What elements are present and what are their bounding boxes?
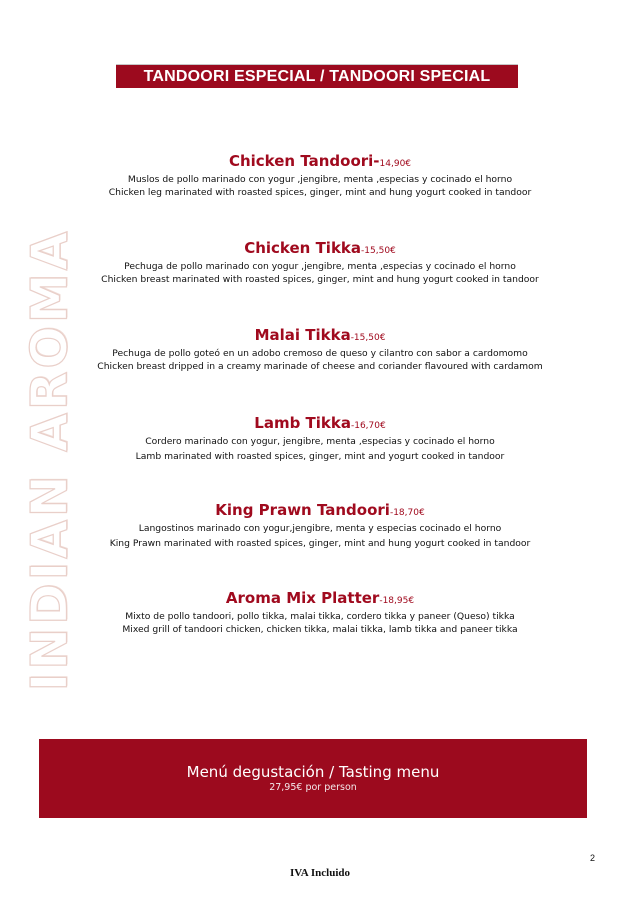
item-title: Lamb Tikka-16,70€ — [254, 414, 386, 432]
menu-item-king-prawn-tandoori — [80, 501, 560, 550]
item-description-es: Muslos de pollo marinado con yogur ,jengibre, menta ,especias y cocinado el horno — [127, 174, 513, 185]
item-title: Chicken Tandoori-14,90€ — [228, 152, 412, 170]
item-description-en: King Prawn marinated with roasted spices, ginger, mint and hung yogurt cooked in tandoor — [109, 538, 531, 549]
item-price: -15,50€ — [350, 333, 386, 343]
item-description-en: Chicken leg marinated with roasted spices, ginger, mint and hung yogurt cooked in tandoor — [108, 187, 532, 198]
item-description-es: Pechuga de pollo marinado con yogur ,jengibre, menta ,especias y cocinado el horno — [124, 261, 516, 272]
item-title: Aroma Mix Platter-18,95€ — [225, 589, 415, 607]
item-price: -18,70€ — [389, 508, 425, 518]
menu-item-lamb-tikka — [80, 414, 560, 463]
tasting-menu-title: Menú degustación / Tasting menu — [186, 763, 440, 781]
item-description-es: Mixto de pollo tandoori, pollo tikka, malai tikka, cordero tikka y paneer (Queso) tikka — [125, 611, 515, 622]
watermark-text: INDIAN AROMA — [20, 228, 79, 692]
menu-item-chicken-tandoori — [80, 152, 560, 199]
item-description-en: Chicken breast dripped in a creamy marinade of cheese and coriander flavoured with cardamom — [97, 361, 543, 372]
item-price: -16,70€ — [350, 421, 386, 431]
item-title: King Prawn Tandoori-18,70€ — [215, 501, 425, 519]
item-title: Chicken Tikka-15,50€ — [244, 239, 396, 257]
item-description-en: Mixed grill of tandoori chicken, chicken tikka, malai tikka, lamb tikka and paneer tikka — [122, 624, 518, 635]
item-price: 14,90€ — [379, 159, 412, 169]
menu-item-malai-tikka — [80, 326, 560, 373]
page-number: 2 — [590, 853, 596, 863]
item-description-es: Pechuga de pollo goteó en un adobo cremoso de queso y cilantro con sabor a cardomomo — [112, 348, 528, 359]
item-description-en: Lamb marinated with roasted spices, ginger, mint and yogurt cooked in tandoor — [135, 451, 505, 462]
tax-note: IVA Incluido — [289, 867, 351, 879]
menu-item-aroma-mix-platter — [80, 589, 560, 636]
item-title: Malai Tikka-15,50€ — [254, 326, 386, 344]
item-description-es: Langostinos marinado con yogur,jengibre, menta y especias cocinado el horno — [138, 523, 502, 534]
item-description-en: Chicken breast marinated with roasted spices, ginger, mint and hung yogurt cooked in tandoor — [101, 274, 539, 285]
tasting-menu-banner — [39, 739, 587, 818]
tasting-menu-price: 27,95€ por person — [269, 782, 357, 793]
item-description-es: Cordero marinado con yogur, jengibre, menta ,especias y cocinado el horno — [145, 436, 495, 447]
menu-item-chicken-tikka — [80, 239, 560, 286]
brand-watermark — [20, 228, 79, 692]
item-price: -18,95€ — [379, 596, 415, 606]
section-banner: TANDOORI ESPECIAL / TANDOORI SPECIAL — [116, 64, 518, 88]
item-price: -15,50€ — [361, 246, 396, 256]
